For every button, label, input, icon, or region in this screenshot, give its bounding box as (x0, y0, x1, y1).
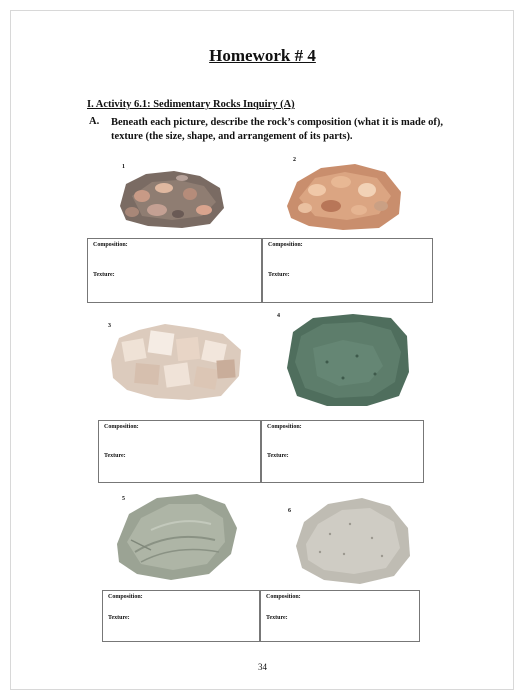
rock-image-4 (283, 312, 411, 408)
rock-image-5 (111, 490, 239, 582)
texture-label: Texture: (104, 453, 126, 459)
composition-label: Composition: (267, 424, 302, 430)
composition-label: Composition: (104, 424, 139, 430)
instruction-text: Beneath each picture, describe the rock’s composition (what it is made of), texture (the size, shape, and arrangement of its parts). (111, 117, 443, 142)
rock-number-4: 4 (277, 313, 280, 319)
item-letter: A. (89, 116, 100, 127)
rock-number-5: 5 (122, 496, 125, 502)
texture-label: Texture: (267, 453, 289, 459)
composition-label: Composition: (93, 242, 128, 248)
page-title: Homework # 4 (209, 46, 316, 65)
composition-label: Composition: (266, 594, 301, 600)
composition-label: Composition: (268, 242, 303, 248)
rock-number-1: 1 (122, 164, 125, 170)
rock-number-6: 6 (288, 508, 291, 514)
texture-label: Texture: (108, 615, 130, 621)
page-frame (10, 10, 514, 690)
rock-image-3 (105, 320, 247, 404)
answer-box-2[interactable] (262, 238, 433, 303)
section-heading: I. Activity 6.1: Sedimentary Rocks Inquiry (A) (87, 99, 295, 110)
answer-box-6[interactable] (260, 590, 420, 642)
rock-image-1 (112, 166, 228, 232)
rock-image-6 (290, 494, 414, 586)
answer-box-3[interactable] (98, 420, 261, 483)
answer-box-5[interactable] (102, 590, 260, 642)
texture-label: Texture: (268, 272, 290, 278)
rock-number-2: 2 (293, 157, 296, 163)
answer-box-1[interactable] (87, 238, 262, 303)
rock-number-3: 3 (108, 323, 111, 329)
composition-label: Composition: (108, 594, 143, 600)
texture-label: Texture: (266, 615, 288, 621)
rock-image-2 (281, 160, 407, 234)
page-number: 34 (258, 662, 267, 672)
texture-label: Texture: (93, 272, 115, 278)
answer-box-4[interactable] (261, 420, 424, 483)
